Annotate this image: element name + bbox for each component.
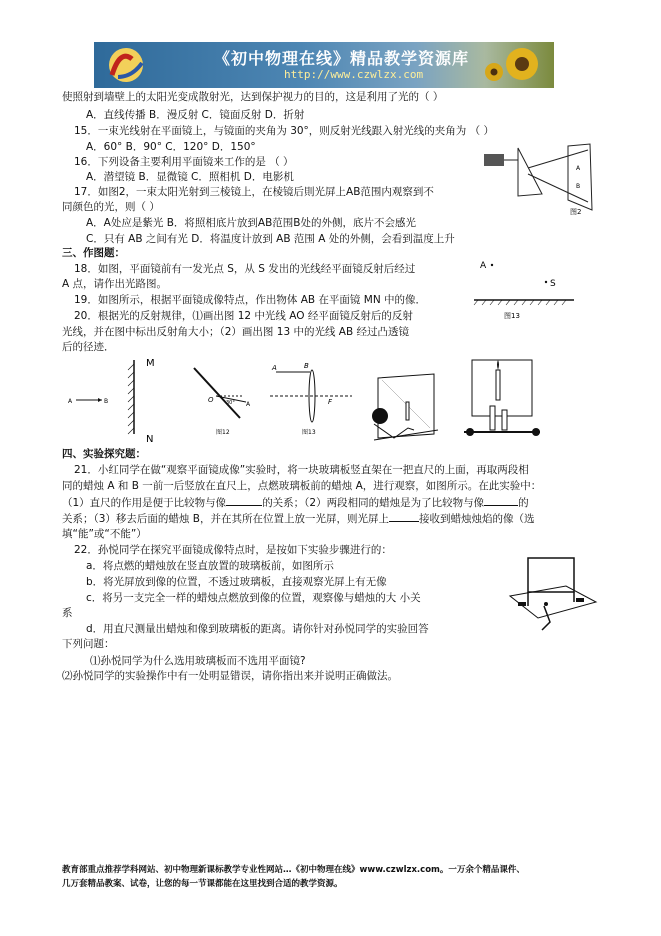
svg-text:A: A — [576, 165, 581, 172]
svg-text:图13: 图13 — [504, 312, 520, 320]
footer-line-2: 几万套精品教案、试卷，让您的每一节课都能在这里找到合适的教学资源。 — [62, 879, 343, 889]
q18-text-cont: A 点，请作出光路图。 — [62, 278, 168, 290]
q20-text-end: 后的径迹． — [62, 341, 115, 353]
q21-text-3: （1）直尺的作用是便于比较物与像 的关系；（2）两段相同的蜡烛是为了比较物与像 的 — [62, 497, 529, 509]
svg-text:B: B — [104, 398, 109, 405]
svg-text:图12: 图12 — [216, 429, 230, 436]
figure-2-prism — [478, 140, 598, 220]
figure-q22-apparatus — [506, 546, 598, 638]
q16-options: A．潜望镜 B．显微镜 C．照相机 D．电影机 — [86, 171, 294, 183]
section-4-heading: 四、实验探究题： — [62, 448, 146, 460]
q21-text-4: 关系；（3）移去后面的蜡烛 B，并在其所在位置上放一光屏，则光屏上 接收到蜡烛烛焰的像（选 — [62, 513, 535, 525]
banner-url: http://www.czwlzx.com — [284, 68, 424, 81]
q17-options-ab: A．A处应是紫光 B．将照相底片放到AB范围B处的外侧，底片不会感光 — [86, 217, 416, 229]
svg-text:B: B — [576, 183, 581, 190]
q22-step-b: b．将光屏放到像的位置，不透过玻璃板，直接观察光屏上有无像 — [86, 576, 387, 588]
site-logo-icon — [98, 45, 154, 85]
q22-question-1: ⑴孙悦同学为什么选用玻璃板而不选用平面镜? — [90, 655, 306, 667]
q22-step-c: c．将另一支完全一样的蜡烛点燃放到像的位置，观察像与蜡烛的大 小关 — [86, 592, 421, 604]
svg-text:F: F — [328, 398, 333, 406]
section-3-heading: 三、作图题： — [62, 247, 125, 259]
sunflower-decoration — [484, 42, 554, 88]
banner-title: 《初中物理在线》精品教学资源库 — [214, 49, 470, 68]
svg-text:A: A — [480, 261, 487, 271]
q17-text-cont: 同颜色的光，则（ ） — [62, 201, 160, 213]
q21-text-2: 同的蜡烛 A 和 B 一前一后竖放在直尺上，点燃玻璃板前的蜡烛 A，进行观察，如图所示。在此实验中： — [62, 480, 542, 492]
svg-text:S: S — [550, 279, 556, 289]
q15-options: A．60° B．90° C．120° D．150° — [86, 141, 256, 153]
svg-text:A: A — [272, 364, 277, 372]
site-banner — [94, 42, 554, 88]
q21-text-5: 填“能”或“不能”） — [62, 528, 147, 540]
blank-2[interactable] — [484, 495, 518, 506]
figure-candles-experiment — [460, 354, 544, 446]
svg-text:M: M — [146, 358, 155, 369]
q17-options-cd: C．只有 AB 之间有光 D．将温度计放到 AB 范围 A 处的外侧，会看到温度上升 — [86, 233, 455, 245]
q14-text: 使照射到墙壁上的太阳光变成散射光，达到保护视力的目的，这是利用了光的（ ） — [62, 91, 444, 103]
q22-step-c-cont: 系 — [62, 607, 73, 619]
q22-step-d: d．用直尺测量出蜡烛和像到玻璃板的距离。请你针对孙悦同学的实验回答 — [86, 623, 429, 635]
svg-text:图13: 图13 — [302, 429, 316, 436]
svg-text:A: A — [246, 401, 251, 408]
q22-question-2: ⑵孙悦同学的实验操作中有一处明显错误，请你指出来并说明正确做法。 — [62, 670, 398, 682]
figure-2-caption: 图2 — [570, 208, 582, 216]
svg-text:B: B — [304, 362, 309, 370]
figure-q18-mirror — [470, 256, 580, 326]
blank-1[interactable] — [226, 495, 262, 506]
q14-options: A．直线传播 B．漫反射 C．镜面反射 D．折射 — [86, 109, 305, 121]
svg-text:N: N — [146, 434, 154, 445]
figure-q19-mn-mirror — [62, 356, 172, 446]
q20-text-cont: 光线，并在图中标出反射角大小；（2）画出图 13 中的光线 AB 经过凸透镜 — [62, 326, 410, 338]
svg-text:A: A — [68, 398, 73, 405]
footer-line-1: 教育部重点推荐学科网站、初中物理新课标教学专业性网站…《初中物理在线》www.czwlzx.com。一万余个精品课件、 — [62, 865, 525, 875]
q22-step-d-cont: 下列问题： — [62, 638, 115, 650]
q15-text: 15．一束光线射在平面镜上，与镜面的夹角为 30°，则反射光线跟入射光线的夹角为 （ ） — [74, 125, 494, 137]
q16-text: 16．下列设备主要利用平面镜来工作的是 （ ） — [74, 156, 294, 168]
blank-3[interactable] — [389, 511, 419, 522]
figure-13-lens — [266, 358, 356, 440]
q22-text: 22．孙悦同学在探究平面镜成像特点时，是按如下实验步骤进行的： — [74, 544, 392, 556]
q22-step-a: a．将点燃的蜡烛放在竖直放置的玻璃板前，如图所示 — [86, 560, 334, 572]
figure-12-reflection — [180, 358, 260, 440]
svg-text:30°: 30° — [226, 400, 235, 406]
q21-text: 21．小红同学在做“观察平面镜成像”实验时，将一块玻璃板竖直架在一把直尺的上面，再取两段相 — [74, 464, 529, 476]
figure-glass-plate-experiment — [364, 370, 444, 446]
q18-text: 18．如图，平面镜前有一发光点 S，从 S 发出的光线经平面镜反射后经过 — [74, 263, 416, 275]
q17-text: 17．如图2，一束太阳光射到三棱镜上，在棱镜后則光屏上AB范围内观察到不 — [74, 186, 434, 198]
q20-text: 20．根据光的反射规律，⑴画出图 12 中光线 AO 经平面镜反射后的反射 — [74, 310, 413, 322]
q19-text: 19．如图所示，根据平面镜成像特点，作出物体 AB 在平面镜 MN 中的像． — [74, 294, 427, 306]
svg-text:O: O — [208, 396, 214, 404]
